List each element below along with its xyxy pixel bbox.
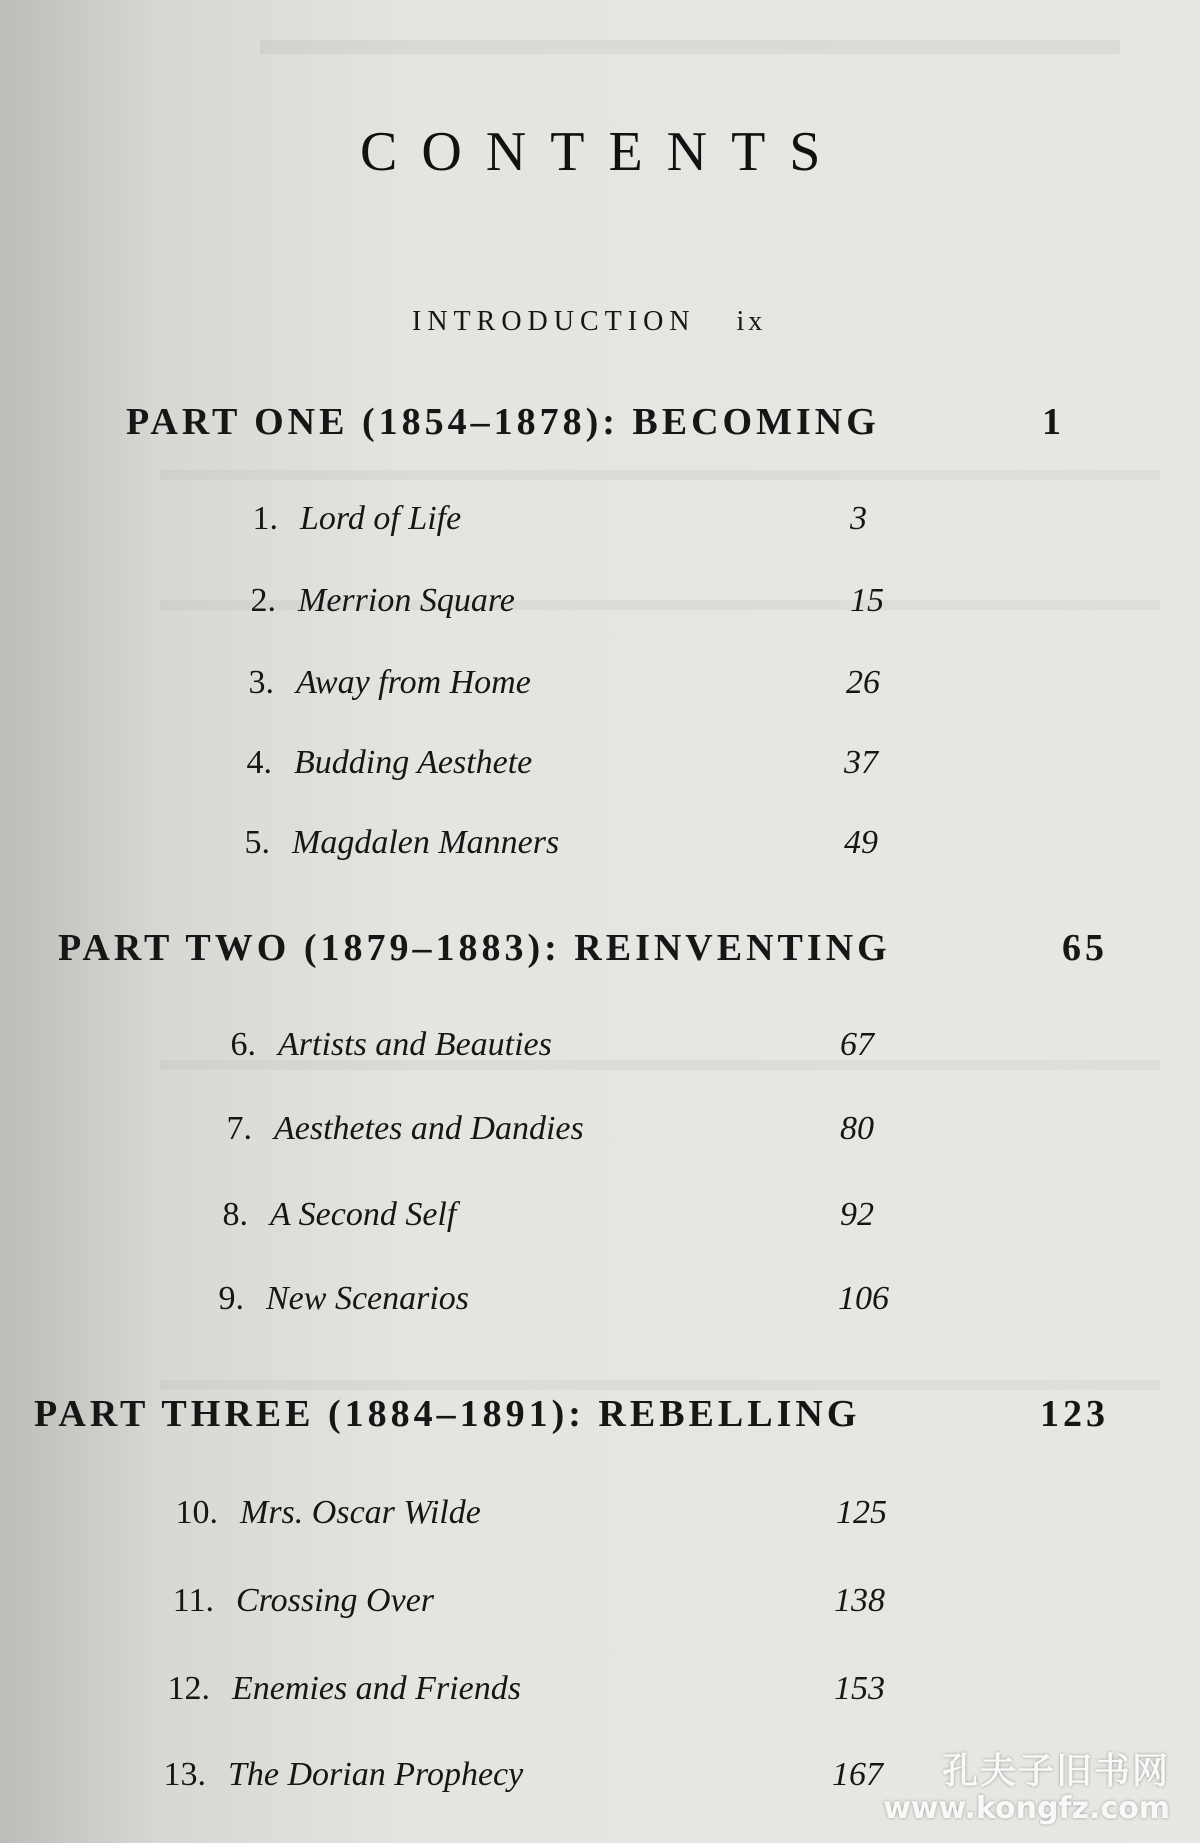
chapter-number: 12.: [167, 1670, 210, 1707]
chapter-number: 7.: [226, 1110, 252, 1147]
chapter-title: Enemies and Friends: [232, 1670, 521, 1707]
chapter-entry[interactable]: [222, 500, 867, 538]
chapter-entry[interactable]: [216, 744, 878, 782]
part-page: 65: [1062, 927, 1108, 969]
chapter-entry[interactable]: [154, 1670, 885, 1708]
chapter-title: New Scenarios: [266, 1280, 470, 1317]
part-label: PART THREE (1884–1891): REBELLING: [34, 1393, 861, 1435]
site-watermark: [883, 1752, 1170, 1825]
chapter-entry[interactable]: [150, 1756, 883, 1794]
part-one-heading[interactable]: [126, 400, 1065, 444]
chapter-title: A Second Self: [270, 1196, 457, 1233]
bleed-through-band-1: [260, 40, 1120, 54]
chapter-number: 3.: [248, 664, 274, 701]
chapter-number: 6.: [230, 1026, 256, 1063]
chapter-number: 9.: [218, 1280, 244, 1317]
part-page: 1: [1042, 401, 1065, 443]
chapter-number: 1.: [252, 500, 278, 537]
chapter-title: Merrion Square: [298, 582, 515, 619]
chapter-number: 11.: [172, 1582, 214, 1619]
part-label: PART ONE (1854–1878): BECOMING: [126, 401, 880, 443]
part-page: 123: [1040, 1393, 1109, 1435]
chapter-page: 26: [846, 664, 880, 701]
chapter-page: 80: [840, 1110, 874, 1147]
chapter-title: Mrs. Oscar Wilde: [240, 1494, 481, 1531]
chapter-page: 37: [844, 744, 878, 781]
chapter-number: 5.: [244, 824, 270, 861]
chapter-entry[interactable]: [158, 1582, 885, 1620]
watermark-url: www.kongfz.com: [883, 1791, 1170, 1826]
chapter-page: 125: [836, 1494, 887, 1531]
chapter-number: 13.: [163, 1756, 206, 1793]
chapter-number: 10.: [175, 1494, 218, 1531]
chapter-entry[interactable]: [192, 1196, 874, 1234]
chapter-title: Lord of Life: [300, 500, 462, 537]
introduction-entry[interactable]: [412, 306, 766, 338]
chapter-page: 167: [832, 1756, 883, 1793]
introduction-label: INTRODUCTION: [412, 306, 696, 337]
part-label: PART TWO (1879–1883): REINVENTING: [58, 927, 891, 969]
chapter-entry[interactable]: [200, 1026, 874, 1064]
chapter-number: 4.: [246, 744, 272, 781]
chapter-title: Away from Home: [296, 664, 531, 701]
chapter-entry[interactable]: [214, 824, 878, 862]
chapter-title: Magdalen Manners: [292, 824, 560, 861]
chapter-entry[interactable]: [218, 664, 880, 702]
chapter-entry[interactable]: [162, 1494, 887, 1532]
part-two-heading[interactable]: [58, 926, 1108, 970]
chapter-title: Artists and Beauties: [278, 1026, 552, 1063]
bleed-through-band-2: [160, 470, 1160, 480]
chapter-title: Budding Aesthete: [294, 744, 533, 781]
bleed-through-band-5: [160, 1380, 1160, 1390]
chapter-number: 8.: [222, 1196, 248, 1233]
chapter-entry[interactable]: [188, 1280, 889, 1318]
part-three-heading[interactable]: [34, 1392, 1109, 1436]
contents-heading: CONTENTS: [360, 121, 845, 183]
chapter-page: 49: [844, 824, 878, 861]
chapter-entry[interactable]: [220, 582, 884, 620]
chapter-page: 67: [840, 1026, 874, 1063]
chapter-page: 153: [834, 1670, 885, 1707]
chapter-page: 138: [834, 1582, 885, 1619]
chapter-page: 106: [838, 1280, 889, 1317]
chapter-title: Crossing Over: [236, 1582, 435, 1619]
introduction-page: ix: [736, 306, 767, 337]
chapter-title: The Dorian Prophecy: [228, 1756, 524, 1793]
chapter-page: 3: [850, 500, 867, 537]
chapter-number: 2.: [250, 582, 276, 619]
chapter-page: 92: [840, 1196, 874, 1233]
chapter-page: 15: [850, 582, 884, 619]
chapter-entry[interactable]: [196, 1110, 874, 1148]
chapter-title: Aesthetes and Dandies: [274, 1110, 584, 1147]
watermark-chinese: 孔夫子旧书网: [941, 1751, 1170, 1793]
